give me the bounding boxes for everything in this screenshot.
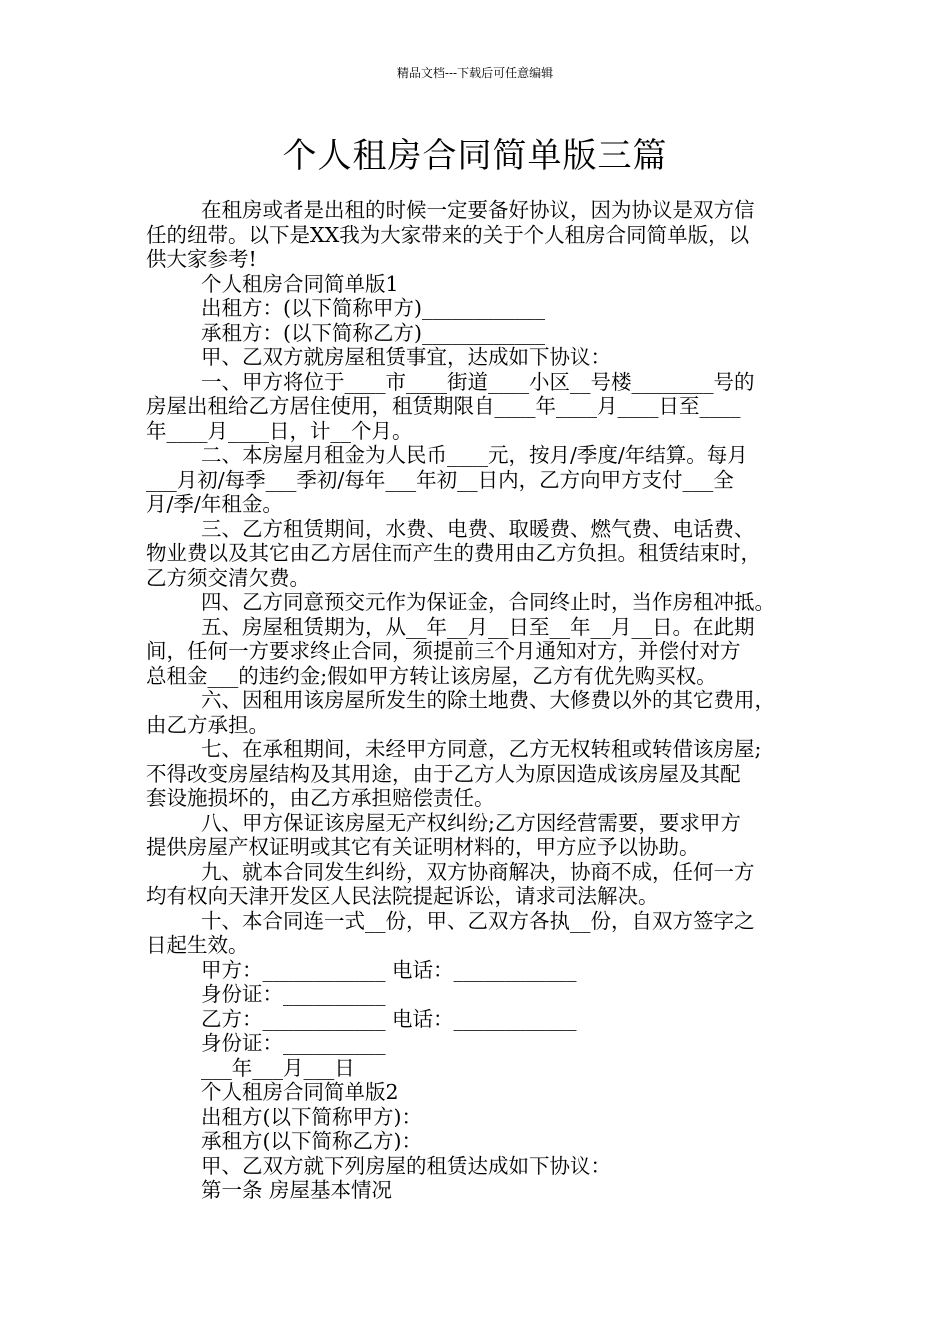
text-line: 承租方(以下简称乙方)：	[201, 1129, 422, 1153]
text-line: 在租房或者是出租的时候一定要备好协议，因为协议是双方信	[201, 198, 755, 222]
text-line: 甲、乙双方就下列房屋的租赁达成如下协议：	[201, 1153, 611, 1178]
text-line: 均有权向天津开发区人民法院提起诉讼，请求司法解决。	[146, 884, 659, 908]
document-title: 个人租房合同简单版三篇	[282, 136, 668, 176]
text-line: 甲、乙双方就房屋租赁事宜，达成如下协议：	[201, 345, 611, 369]
text-line: 十、本合同连一式__份，甲、乙双方各执__份，自双方签字之	[201, 908, 755, 933]
text-line: 四、乙方同意预交元作为保证金，合同终止时，当作房租冲抵。	[201, 590, 775, 614]
text-line: 乙方须交清欠费。	[146, 565, 310, 590]
text-line: 八、甲方保证该房屋无产权纠纷;乙方因经营需要，要求甲方	[201, 810, 741, 835]
text-line: ___年___月___日	[201, 1055, 355, 1080]
text-line: 套设施损坏的，由乙方承担赔偿责任。	[146, 786, 495, 810]
text-line: 任的纽带。以下是XX我为大家带来的关于个人租房合同简单版，以	[146, 222, 750, 247]
text-line: 提供房屋产权证明或其它有关证明材料的，甲方应予以协助。	[146, 835, 700, 859]
text-line: ___月初/每季___季初/每年___年初__日内，乙方向甲方支付___全	[146, 467, 734, 492]
text-line: 个人租房合同简单版1	[201, 271, 399, 296]
text-line: 二、本房屋月租金为人民币____元，按月/季度/年结算。每月	[201, 443, 748, 467]
text-line: 身份证：__________	[201, 1031, 386, 1055]
text-line: 出租方：(以下简称甲方)____________	[201, 296, 545, 320]
text-line: 身份证：__________	[201, 982, 386, 1006]
text-line: 出租方(以下简称甲方)：	[201, 1104, 422, 1129]
text-line: 个人租房合同简单版2	[201, 1080, 399, 1104]
text-line: 年____月____日，计__个月。	[146, 418, 413, 443]
text-line: 月/季/年租金。	[146, 492, 283, 516]
document-body	[146, 198, 810, 1203]
text-line: 七、在承租期间，未经甲方同意，乙方无权转租或转借该房屋;	[201, 737, 762, 761]
text-line: 承租方：(以下简称乙方)____________	[201, 320, 545, 345]
text-line: 乙方：____________ 电话：____________	[201, 1006, 577, 1031]
text-line: 物业费以及其它由乙方居住而产生的费用由乙方负担。租赁结束时，	[146, 541, 761, 565]
text-line: 一、甲方将位于____市____街道____小区__号楼________号的	[201, 369, 755, 394]
text-line: 供大家参考!	[146, 247, 257, 271]
text-line: 第一条 房屋基本情况	[201, 1178, 393, 1202]
text-line: 日起生效。	[146, 933, 249, 957]
text-line: 三、乙方租赁期间，水费、电费、取暖费、燃气费、电话费、	[201, 516, 755, 541]
text-line: 不得改变房屋结构及其用途，由于乙方人为原因造成该房屋及其配	[146, 761, 741, 786]
text-line: 甲方：____________ 电话：____________	[201, 957, 577, 982]
text-line: 九、就本合同发生纠纷，双方协商解决，协商不成，任何一方	[201, 859, 755, 884]
text-line: 由乙方承担。	[146, 712, 269, 737]
text-line: 总租金___的违约金;假如甲方转让该房屋，乙方有优先购买权。	[146, 663, 717, 688]
text-line: 五、房屋租赁期为，从__年__月__日至__年__月__日。在此期	[201, 614, 755, 639]
text-line: 间，任何一方要求终止合同，须提前三个月通知对方，并偿付对方	[146, 639, 741, 663]
text-line: 六、因租用该房屋所发生的除土地费、大修费以外的其它费用，	[201, 688, 775, 712]
text-line: 房屋出租给乙方居住使用，租赁期限自____年____月____日至____	[146, 394, 741, 418]
page-header: 精品文档---下载后可任意编辑	[396, 66, 554, 80]
